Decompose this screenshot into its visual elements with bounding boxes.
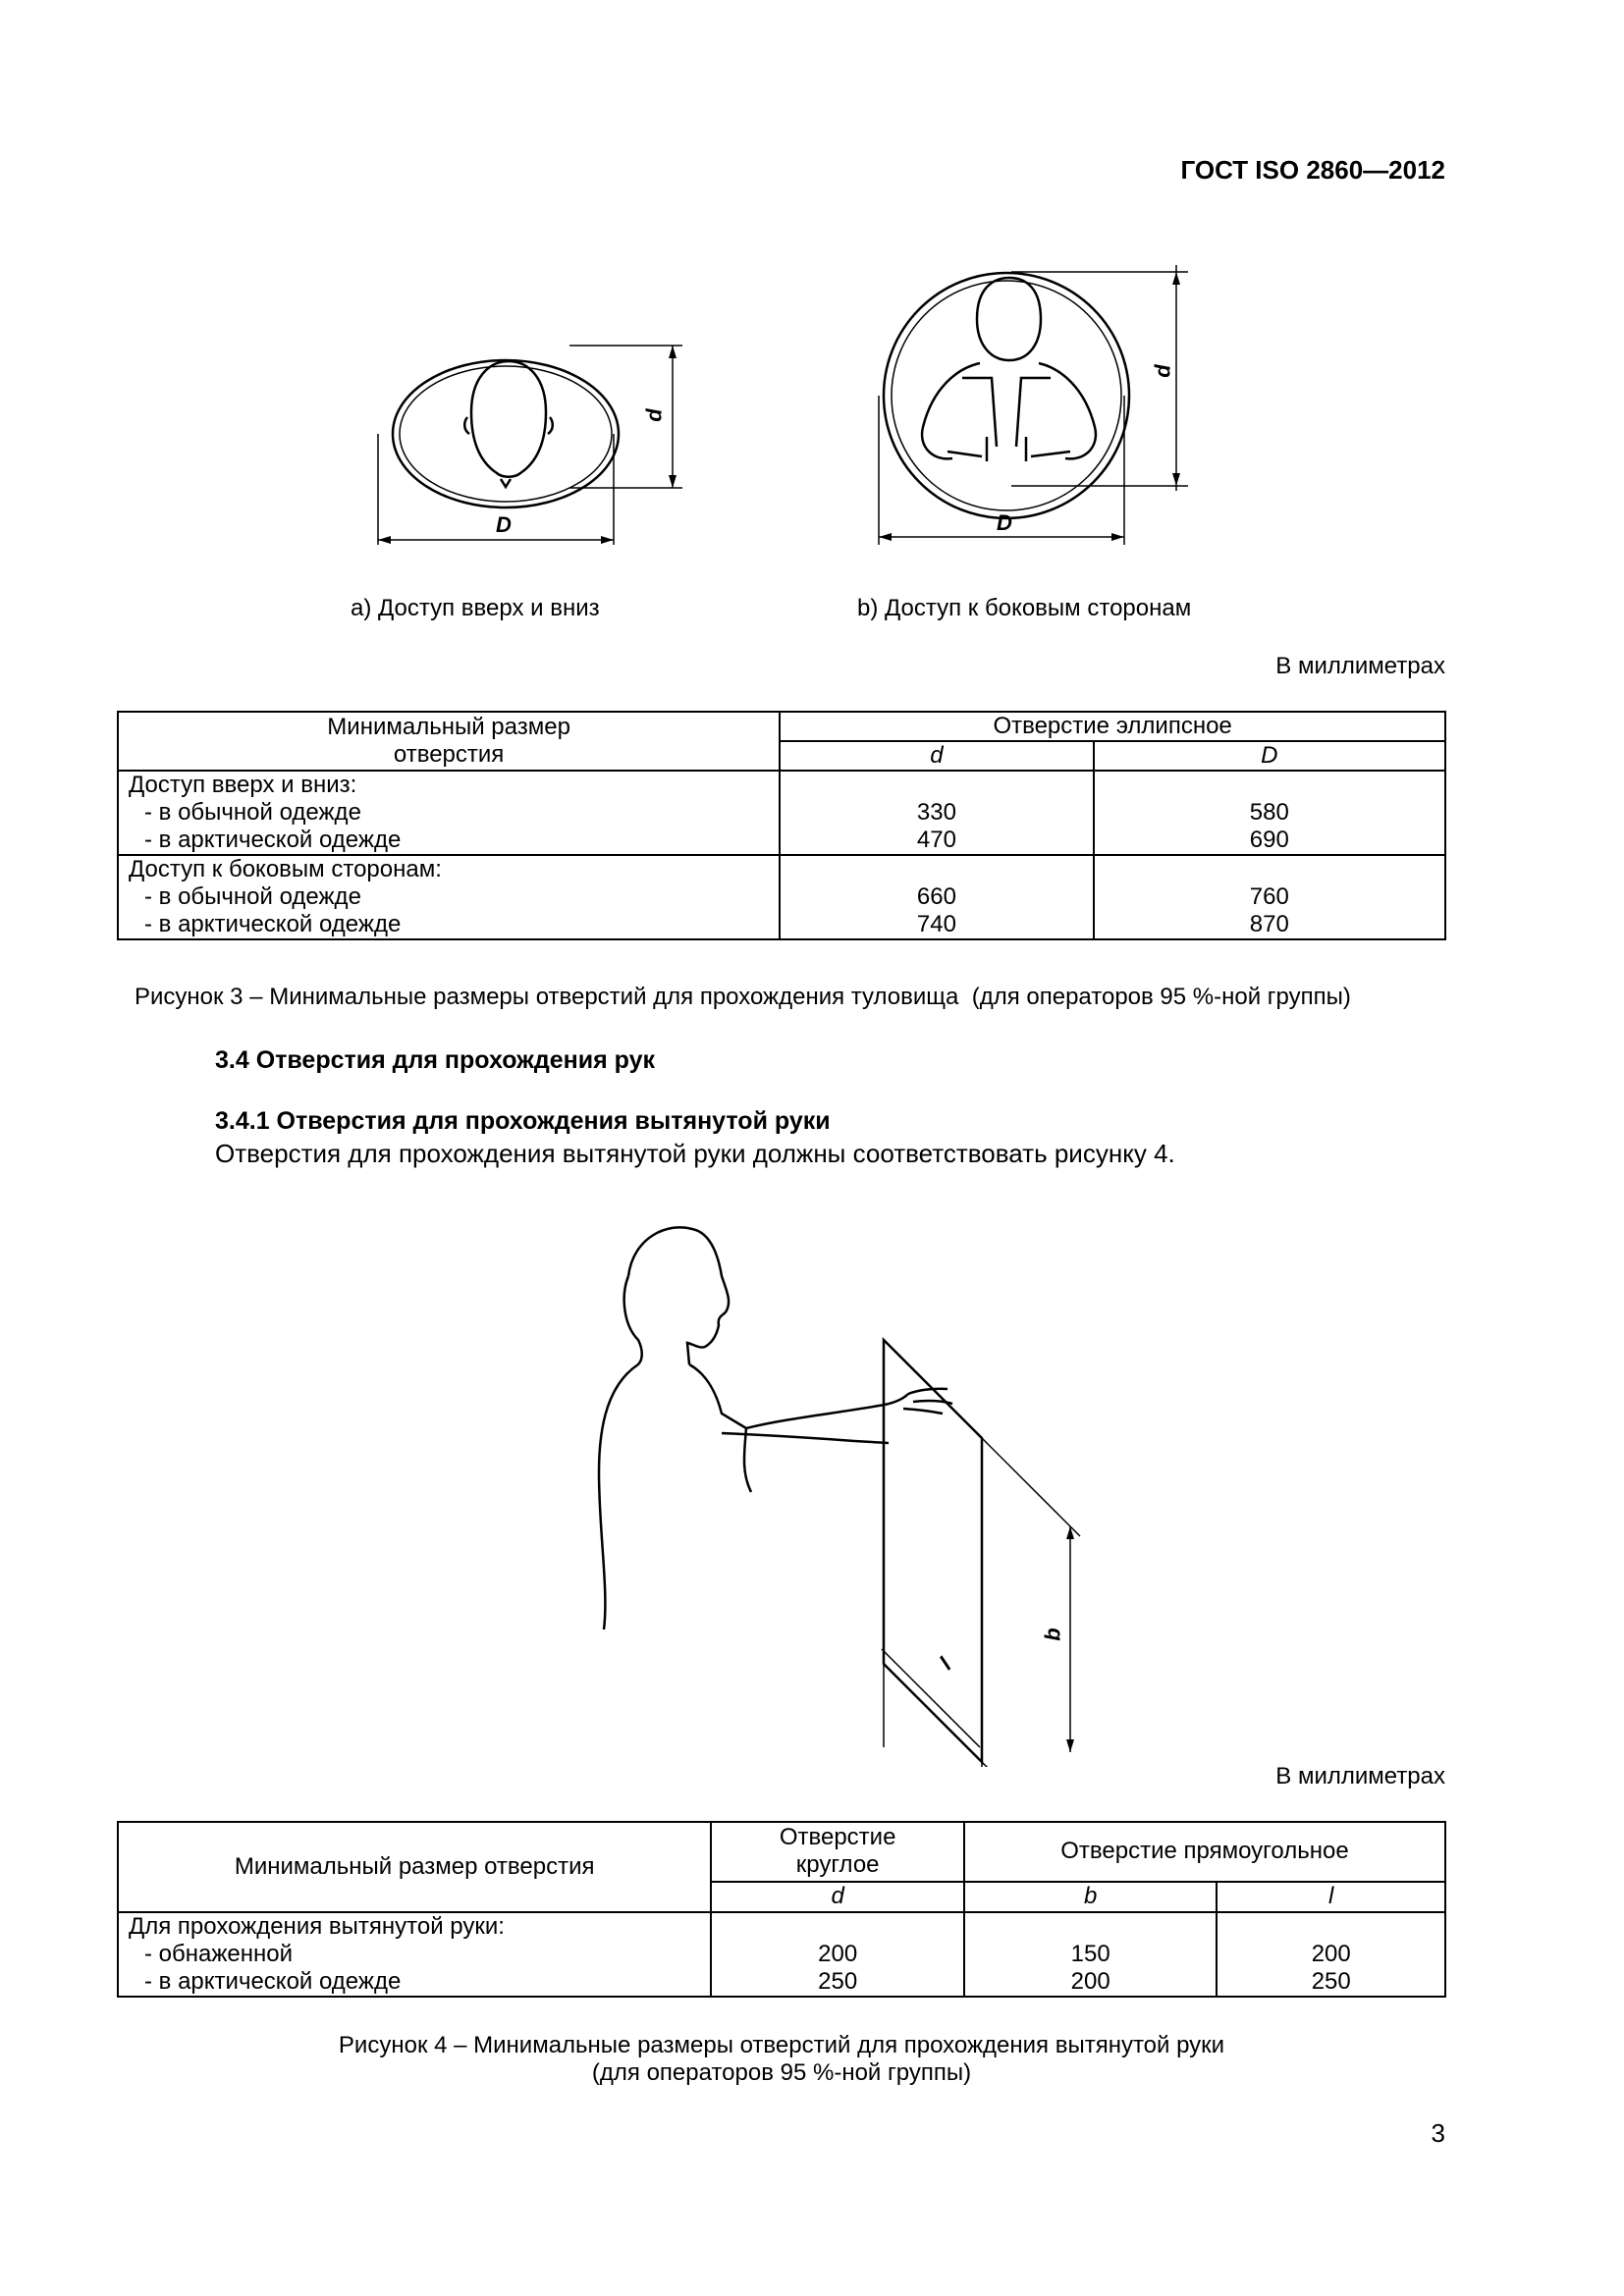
table4-subheader-b: b	[964, 1882, 1217, 1912]
table4-subheader-l: l	[1217, 1882, 1445, 1912]
table-row: Для прохождения вытянутой руки: - обнаженной - в арктической одежде 200 250 150 200 200 250	[118, 1912, 1445, 1997]
page-number: 3	[1431, 2118, 1445, 2148]
table-row: Доступ вверх и вниз: - в обычной одежде - в арктической одежде 330 470 580 690	[118, 771, 1445, 855]
dim-label-D-3b: D	[997, 510, 1012, 535]
figure-3-caption: Рисунок 3 – Минимальные размеры отверстий для прохождения туловища (для операторов 95 %-ной группы)	[135, 984, 1351, 1010]
figure-3b-label: b) Доступ к боковым сторонам	[857, 595, 1192, 621]
table-row: Доступ к боковым сторонам: - в обычной одежде - в арктической одежде 660 740 760 870	[118, 855, 1445, 939]
figure-4-arm-drawing	[579, 1217, 1100, 1767]
section-3-4-title: 3.4 Отверстия для прохождения рук	[215, 1046, 656, 1074]
table4-header-size: Минимальный размер отверстия	[118, 1822, 711, 1912]
section-3-4-1-title: 3.4.1 Отверстия для прохождения вытянутой руки	[215, 1107, 831, 1135]
figure-3a-ellipse-drawing	[373, 324, 697, 560]
dim-label-d-3b: d	[1150, 364, 1175, 378]
figure-4-units: В миллиметрах	[1275, 1763, 1445, 1789]
figure-3-units: В миллиметрах	[1275, 653, 1445, 679]
table3-header-ellipse: Отверстие эллипсное	[780, 712, 1445, 741]
table4-subheader-d: d	[711, 1882, 964, 1912]
table3-subheader-D: D	[1094, 741, 1445, 771]
section-3-4-1-text: Отверстия для прохождения вытянутой руки должны соответствовать рисунку 4.	[215, 1139, 1175, 1168]
dim-label-l: l	[934, 1652, 956, 1675]
document-header: ГОСТ ISO 2860—2012	[1180, 155, 1445, 185]
figure-4-caption: Рисунок 4 – Минимальные размеры отверстий для прохождения вытянутой руки (для операторов 95 %-ной группы)	[338, 2032, 1225, 2086]
figure-3b-circle-drawing	[864, 250, 1218, 564]
dim-label-b: b	[1040, 1628, 1065, 1641]
table3-header-size: Минимальный размер отверстия	[118, 712, 780, 771]
figure-3-table	[117, 711, 1446, 940]
table4-header-rect: Отверстие прямоугольное	[964, 1822, 1445, 1882]
figure-4-table	[117, 1821, 1446, 1998]
dim-label-d-3a: d	[641, 408, 667, 422]
dim-label-D-3a: D	[496, 512, 512, 537]
table3-subheader-d: d	[780, 741, 1093, 771]
table4-header-round: Отверстие круглое	[711, 1822, 964, 1882]
figure-3a-label: а) Доступ вверх и вниз	[351, 595, 600, 621]
